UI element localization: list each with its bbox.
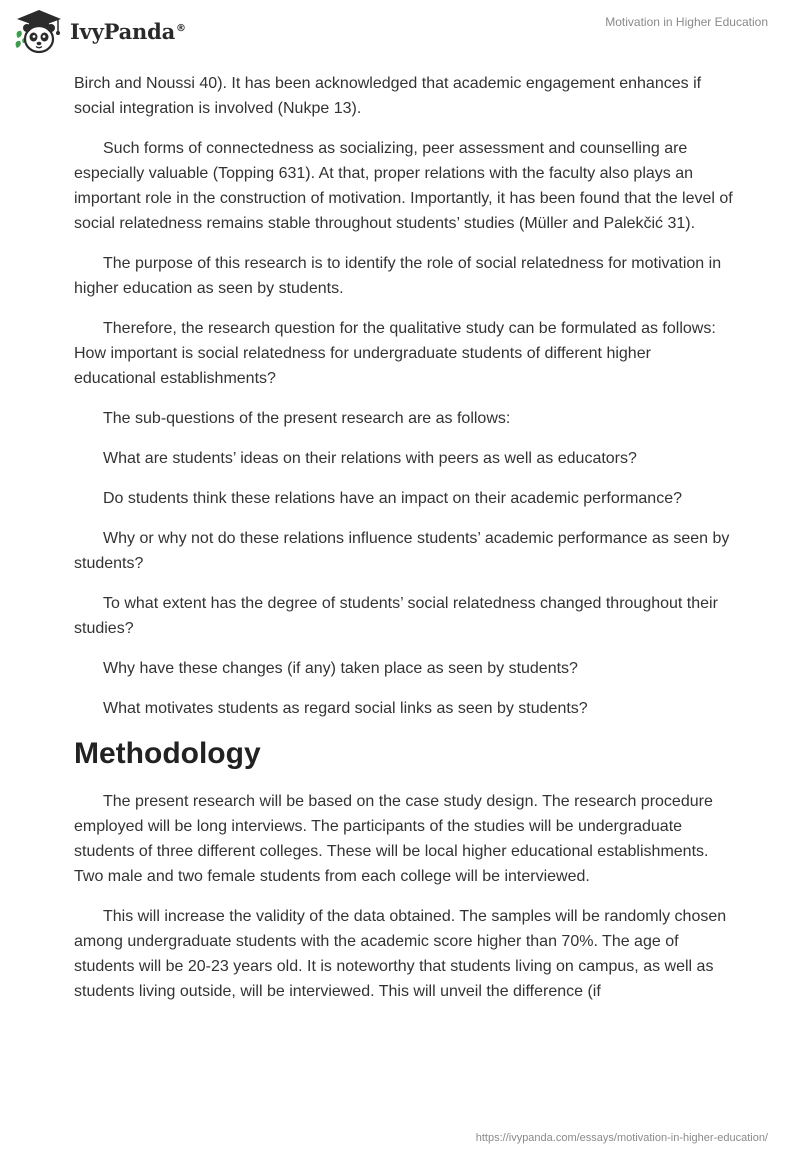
page-header (0, 0, 800, 60)
paragraph: The present research will be based on the case study design. The research procedure employed will be long interviews. The participants of the studies will be undergraduate students of three different colleges. These will be local higher educational establishments. Two male and two female students from each college will be interviewed. (74, 793, 713, 885)
paragraph: This will increase the validity of the data obtained. The samples will be randomly chosen among undergraduate students with the academic score higher than 70%. The age of students will be 20-23 years old. It is noteworthy that students living on campus, as well as students living outside, will be interviewed. This will unveil the difference (if (74, 908, 727, 1000)
sub-question: Why have these changes (if any) taken place as seen by students? (103, 660, 578, 677)
brand-registered-mark: ® (176, 22, 186, 34)
paragraph: Therefore, the research question for the qualitative study can be formulated as follows: How important is social relatedness for undergraduate students of different higher educational establishments? (74, 320, 716, 387)
paragraph: The purpose of this research is to identify the role of social relatedness for motivation in higher education as seen by students. (74, 255, 722, 297)
source-url[interactable]: https://ivypanda.com/essays/motivation-in-higher-education/ (475, 1132, 768, 1144)
paragraph: Such forms of connectedness as socializing, peer assessment and counselling are especially valuable (Topping 631). At that, proper relations with the faculty also plays an important role in the construction of motivation. Importantly, it has been found that the level of social relatedness remains stable throughout students’ studies (Müller and Palekčić 31). (74, 140, 733, 232)
ivypanda-logo[interactable] (14, 8, 186, 54)
panda-graduate-icon (14, 8, 64, 54)
sub-question: To what extent has the degree of students’ social relatedness changed throughout their studies? (74, 595, 718, 637)
sub-question: Why or why not do these relations influence students’ academic performance as seen by students? (74, 530, 730, 572)
sub-question: What are students’ ideas on their relations with peers as well as educators? (103, 450, 637, 467)
section-heading-methodology: Methodology (74, 737, 261, 770)
brand-name (70, 19, 186, 44)
paragraph: The sub-questions of the present research are as follows: (103, 410, 511, 427)
sub-question: What motivates students as regard social links as seen by students? (103, 700, 588, 717)
document-title: Motivation in Higher Education (605, 15, 768, 29)
sub-question: Do students think these relations have an impact on their academic performance? (103, 490, 682, 507)
paragraph: Birch and Noussi 40). It has been acknowledged that academic engagement enhances if social integration is involved (Nukpe 13). (74, 75, 702, 117)
brand-text: IvyPanda (70, 18, 176, 44)
essay-content (74, 71, 734, 1019)
